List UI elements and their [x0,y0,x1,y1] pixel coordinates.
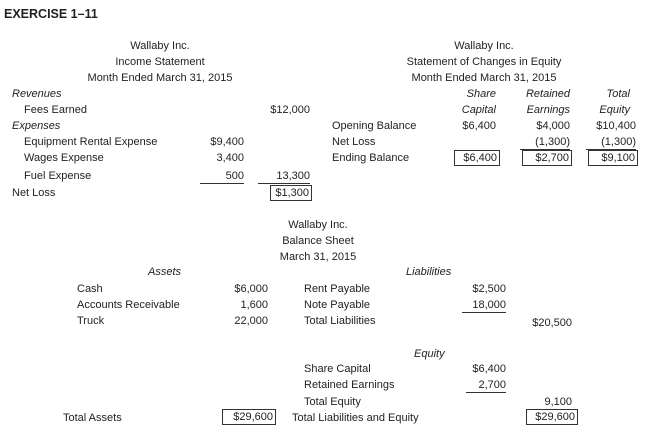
income-statement-company: Wallaby Inc. [130,40,190,52]
fuel-label: Fuel Expense [24,170,92,182]
fees-earned-value: $12,000 [270,104,310,116]
equity-row-total: $10,400 [596,120,636,132]
equity-row-retained: $4,000 [536,120,570,132]
rent-payable-value: $2,500 [472,283,506,295]
exercise-title: EXERCISE 1–11 [4,7,98,21]
asset-label: Truck [77,315,105,327]
equity-row-share: $6,400 [454,150,500,166]
equipment-rental-value: $9,400 [210,136,244,148]
income-statement-title: Income Statement [115,56,205,68]
wages-value: 3,400 [216,152,244,164]
equity-statement-company: Wallaby Inc. [454,40,514,52]
equity-row-label: Net Loss [332,136,376,148]
note-payable-value: 18,000 [462,298,506,313]
total-equity-label: Total Equity [304,396,361,408]
equity-heading: Equity [414,348,445,360]
share-capital-label: Share Capital [304,363,371,375]
equity-row-retained: (1,300) [520,135,570,150]
retained-earnings-label: Retained Earnings [304,379,395,391]
col-share-1: Share [466,88,496,100]
balance-sheet-company: Wallaby Inc. [288,219,348,231]
balance-sheet-date: March 31, 2015 [279,251,357,263]
total-liab-equity-label: Total Liabilities and Equity [292,412,419,424]
total-assets-label: Total Assets [63,412,122,424]
fees-earned-label: Fees Earned [24,104,87,116]
income-statement-period: Month Ended March 31, 2015 [87,72,233,84]
col-total-2: Equity [599,104,630,116]
total-assets-value: $29,600 [222,409,276,425]
net-loss-value: $1,300 [270,185,312,201]
asset-value: 1,600 [240,299,268,311]
expenses-heading: Expenses [12,120,61,132]
total-liab-equity-value: $29,600 [526,409,578,425]
equity-row-total: $9,100 [588,150,638,166]
col-share-2: Capital [461,104,496,116]
liabilities-heading: Liabilities [406,266,452,278]
asset-label: Accounts Receivable [77,299,180,311]
wages-label: Wages Expense [24,152,104,164]
net-loss-label: Net Loss [12,187,56,199]
fuel-value: 500 [200,167,244,184]
equity-statement-title: Statement of Changes in Equity [406,56,562,68]
assets-heading: Assets [148,266,182,278]
equity-row-retained: $2,700 [522,150,572,166]
equity-row-share: $6,400 [462,120,496,132]
equity-row-label: Ending Balance [332,152,410,164]
col-total-1: Total [606,88,630,100]
balance-sheet-title: Balance Sheet [282,235,354,247]
note-payable-label: Note Payable [304,299,371,311]
total-expenses-value: 13,300 [258,167,310,184]
asset-value: 22,000 [234,315,268,327]
share-capital-value: $6,400 [472,363,506,375]
equipment-rental-label: Equipment Rental Expense [24,136,158,148]
asset-label: Cash [77,283,103,295]
rent-payable-label: Rent Payable [304,283,371,295]
retained-earnings-value: 2,700 [466,378,506,393]
equity-statement-period: Month Ended March 31, 2015 [411,72,557,84]
total-equity-value: 9,100 [528,395,572,410]
equity-row-total: (1,300) [586,135,636,150]
col-retained-2: Earnings [526,104,570,116]
asset-value: $6,000 [234,283,268,295]
equity-row-label: Opening Balance [332,120,417,132]
revenues-heading: Revenues [12,88,62,100]
total-liabilities-label: Total Liabilities [304,315,376,327]
col-retained-1: Retained [525,88,570,100]
total-liabilities-value: $20,500 [532,317,572,329]
